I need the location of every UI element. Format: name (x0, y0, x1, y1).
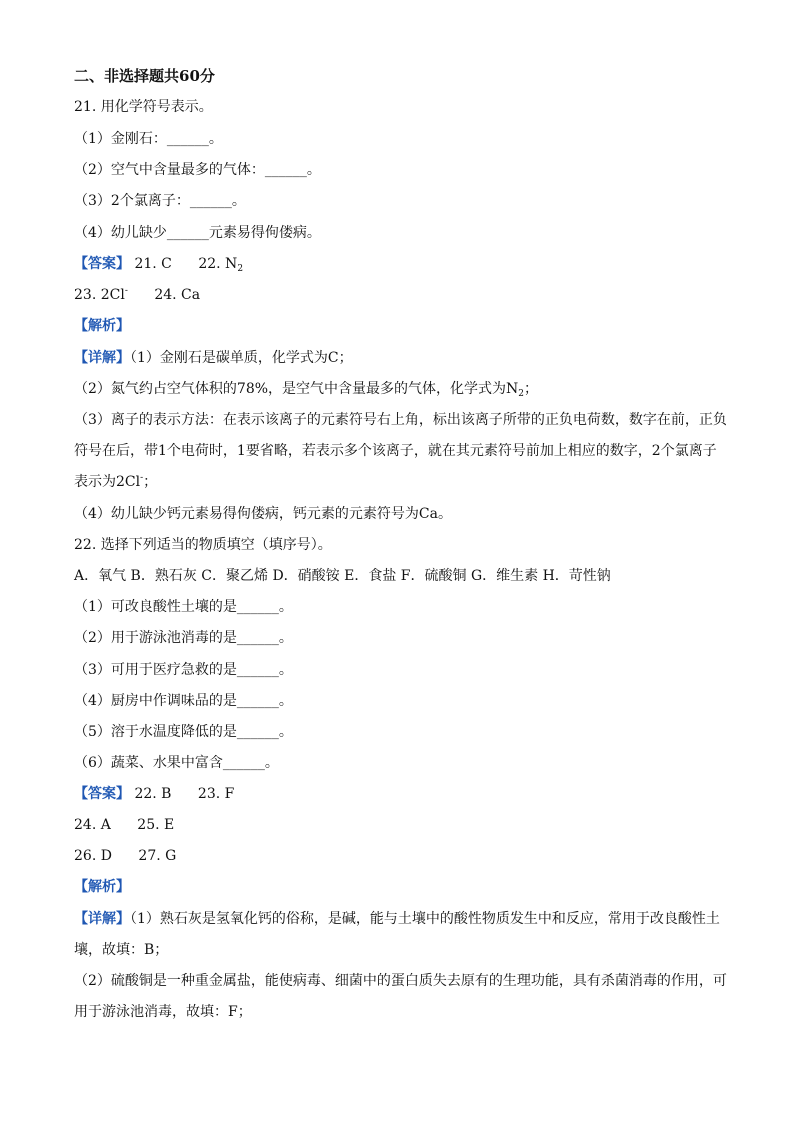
q21-answer-line-2 (74, 285, 723, 305)
answer-value: 21. C (134, 256, 172, 272)
answer-value: 22. $N_2$ (198, 256, 244, 274)
q22-answer-line-3 (74, 846, 723, 866)
answer-value: 25. E (137, 817, 175, 833)
detail-tag: 【详解】 (74, 350, 130, 366)
answer-value: 27. G (138, 848, 177, 864)
answer-tag: 【答案】 (74, 786, 130, 802)
q21-item-2: （2）空气中含量最多的气体：______。 (74, 162, 321, 178)
answer-value: 22. B (134, 786, 172, 802)
q22-item-4: （4）厨房中作调味品的是______。 (74, 693, 293, 709)
q21-item-1: （1）金刚石：______。 (74, 131, 223, 147)
q21-item-3: （3）2个氯离子：______。 (74, 193, 246, 209)
answer-tag: 【答案】 (74, 256, 130, 272)
q22-answer-line-2 (74, 815, 723, 835)
q22-detail-1a: 【详解】（1）熟石灰是氢氧化钙的俗称，是碱，能与土壤中的酸性物质发生中和反应，常用于改良酸性土 (74, 911, 720, 927)
q21-stem: 21. 用化学符号表示。 (74, 99, 213, 115)
q22-item-1: （1）可改良酸性土壤的是______。 (74, 599, 293, 615)
q22-detail-2b: 用于游泳池消毒，故填：F； (74, 1004, 252, 1020)
q21-detail-3a: （3）离子的表示方法：在表示该离子的元素符号右上角，标出该离子所带的正负电荷数，数字在前，正负 (74, 412, 727, 428)
q21-detail-3b: 符号在后，带1个电荷时，1要省略，若表示多个该离子，就在其元素符号前加上相应的数字，2个氯离子 (74, 443, 717, 459)
q22-detail-2a: （2）硫酸铜是一种重金属盐，能使病毒、细菌中的蛋白质失去原有的生理功能，具有杀菌消毒的作用，可 (74, 973, 727, 989)
q22-answer-line-1 (74, 784, 723, 804)
q22-item-2: （2）用于游泳池消毒的是______。 (74, 630, 293, 646)
q22-options: A．氧气 B．熟石灰 C．聚乙烯 D．硝酸铵 E．食盐 F．硫酸铜 G．维生素 H．苛性钠 (74, 568, 611, 584)
answer-value: 24. A (74, 817, 111, 833)
q22-stem: 22. 选择下列适当的物质填空（填序号）。 (74, 537, 332, 553)
q21-detail-2: （2）氮气约占空气体积的78%，是空气中含量最多的气体，化学式为$N_2$； (74, 381, 539, 399)
q22-item-5: （5）溶于水温度降低的是______。 (74, 724, 293, 740)
q21-answer-line-1 (74, 254, 723, 274)
q22-item-6: （6）蔬菜、水果中富含______。 (74, 755, 279, 771)
answer-value: 23. 2Cl- (74, 286, 128, 303)
section-title: 二、非选择题共60分 (74, 67, 215, 85)
answer-value: 23. F (197, 786, 235, 802)
q22-item-3: （3）可用于医疗急救的是______。 (74, 662, 293, 678)
q21-detail-3c: 表示为2Cl-； (74, 473, 158, 490)
q21-analysis-tag: 【解析】 (74, 318, 130, 334)
detail-tag: 【详解】 (74, 911, 130, 927)
q22-analysis-tag: 【解析】 (74, 879, 130, 895)
answer-value: 26. D (74, 848, 112, 864)
q21-detail-4: （4）幼儿缺少钙元素易得佝偻病，钙元素的元素符号为Ca。 (74, 506, 452, 522)
q21-detail-1: 【详解】（1）金刚石是碳单质，化学式为C； (74, 350, 353, 366)
q21-item-4: （4）幼儿缺少______元素易得佝偻病。 (74, 225, 321, 241)
q22-detail-1b: 壤，故填：B； (74, 942, 169, 958)
answer-value: 24. Ca (154, 287, 201, 303)
